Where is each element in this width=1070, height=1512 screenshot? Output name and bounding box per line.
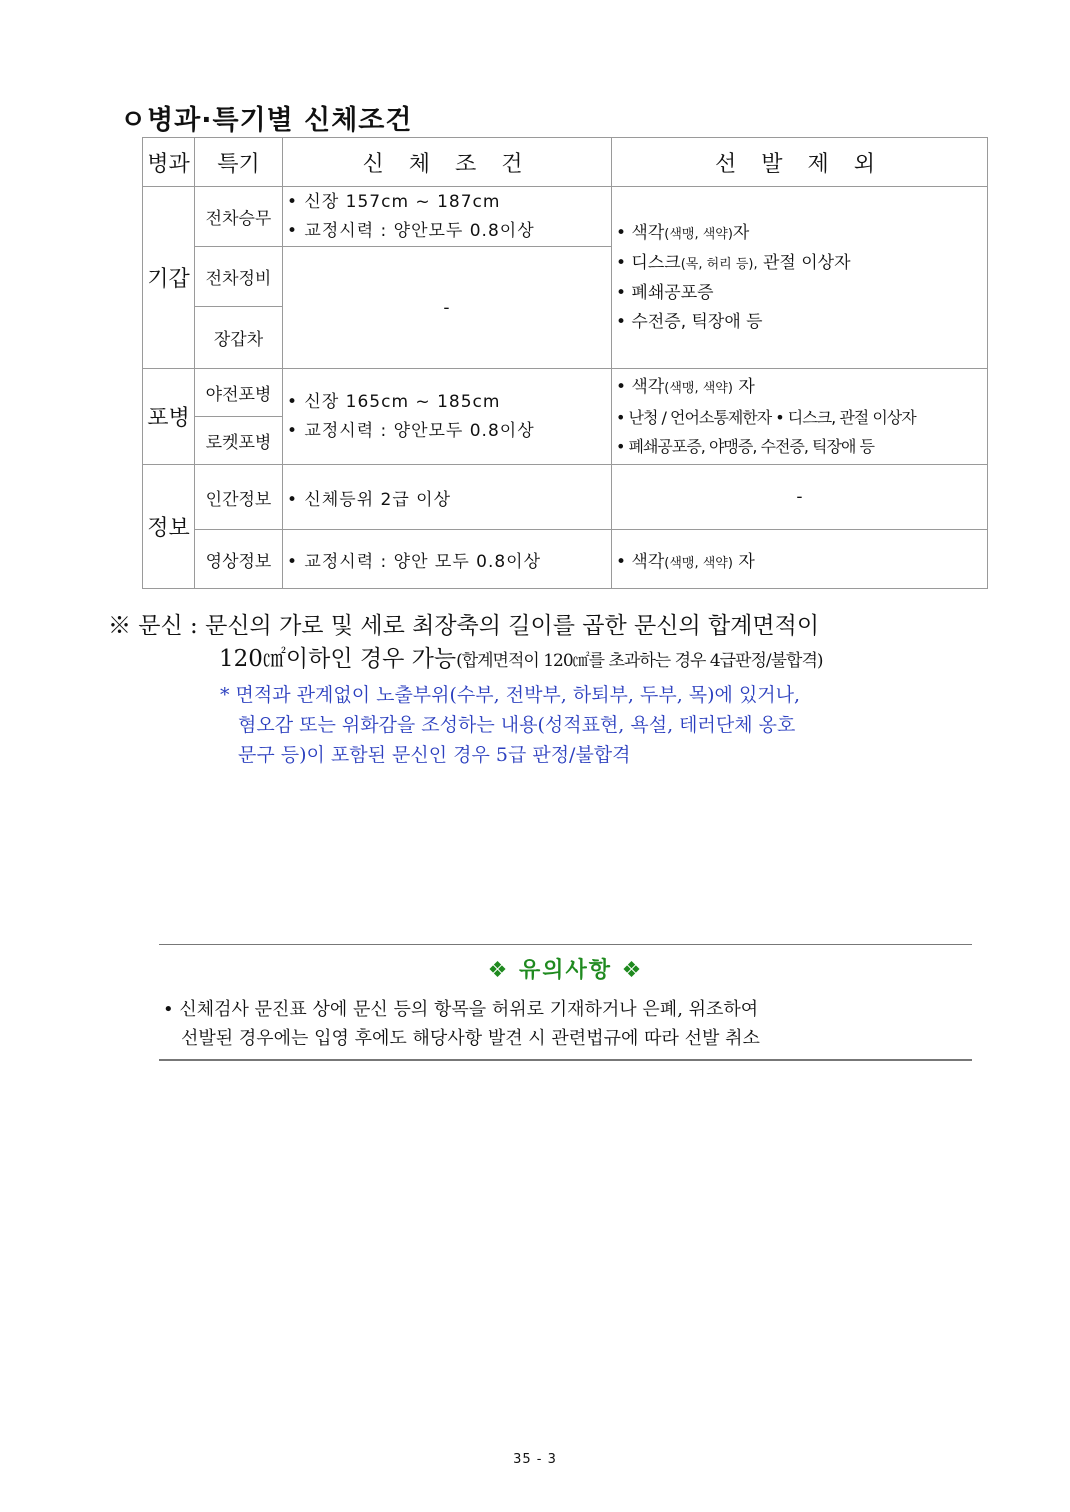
exclusion-artillery bbox=[612, 369, 988, 465]
physical-requirements-table bbox=[142, 137, 988, 589]
header-branch: 병과 bbox=[143, 138, 195, 187]
specialty-tank-crew: 전차승무 bbox=[195, 187, 283, 247]
tattoo-note-line2 bbox=[108, 643, 823, 678]
tattoo-note-main: 120㎠이하인 경우 가능 bbox=[219, 646, 457, 672]
table-row bbox=[143, 530, 988, 589]
header-specialty: 특기 bbox=[195, 138, 283, 187]
tattoo-subnote-line: 문구 등)이 포함된 문신인 경우 5급 판정/불합격 bbox=[238, 744, 631, 766]
specialty-rocket-artillery: 로켓포병 bbox=[195, 417, 283, 465]
notice-box bbox=[159, 944, 972, 1061]
notice-line: • 신체검사 문진표 상에 문신 등의 항목을 허위로 기재하거나 은폐, 위조하여 bbox=[163, 999, 759, 1020]
specialty-imagery: 영상정보 bbox=[195, 530, 283, 589]
exclusion-detail: (목, 허리 등), bbox=[680, 256, 758, 272]
condition-vision: • 교정시력 : 양안모두 0.8이상 bbox=[287, 420, 535, 441]
exclusion-text: 자 bbox=[732, 376, 755, 397]
exclusion-text: • 색각 bbox=[616, 376, 665, 397]
header-exclusions: 선 발 제 외 bbox=[612, 138, 988, 187]
exclusion-imagery bbox=[612, 530, 988, 589]
table-row bbox=[143, 187, 988, 247]
section-title: ㅇ병과·특기별 신체조건 bbox=[120, 105, 413, 136]
table-row bbox=[143, 369, 988, 417]
condition-artillery bbox=[283, 369, 612, 465]
tattoo-subnote-line: * 면적과 관계없이 노출부위(수부, 전박부, 하퇴부, 두부, 목)에 있거나, bbox=[220, 684, 801, 706]
tattoo-note-tail: (합계면적이 120㎠를 초과하는 경우 4급판정/불합격) bbox=[456, 651, 823, 671]
tattoo-note-line1: ※ 문신 : 문신의 가로 및 세로 최장축의 길이를 곱한 문신의 합계면적이 bbox=[108, 613, 820, 639]
branch-intel: 정보 bbox=[143, 465, 195, 589]
condition-imagery: • 교정시력 : 양안 모두 0.8이상 bbox=[283, 530, 612, 589]
notice-line: 선발된 경우에는 입영 후에도 해당사항 발견 시 관련법규에 따라 선발 취소 bbox=[181, 1028, 760, 1049]
condition-height: • 신장 157cm ~ 187cm bbox=[287, 191, 501, 212]
tattoo-subnote bbox=[220, 680, 800, 770]
specialty-apc: 장갑차 bbox=[195, 307, 283, 369]
condition-humint: • 신체등위 2급 이상 bbox=[283, 465, 612, 530]
tattoo-note bbox=[108, 610, 823, 678]
exclusion-humint: - bbox=[612, 465, 988, 530]
condition-dash: - bbox=[283, 247, 612, 369]
table-row bbox=[143, 465, 988, 530]
exclusion-text: • 색각 bbox=[616, 551, 665, 572]
exclusion-text: • 디스크 bbox=[616, 252, 681, 273]
condition-armor bbox=[283, 187, 612, 247]
exclusion-text: • 수전증, 틱장애 등 bbox=[616, 311, 763, 332]
exclusion-text: • 폐쇄공포증, 야맹증, 수전증, 틱장애 등 bbox=[616, 436, 874, 456]
branch-artillery: 포병 bbox=[143, 369, 195, 465]
exclusion-text: • 폐쇄공포증 bbox=[616, 282, 714, 303]
page-number: 35 - 3 bbox=[513, 1452, 557, 1467]
table-header-row bbox=[143, 138, 988, 187]
exclusion-text: • 색각 bbox=[616, 222, 665, 243]
condition-vision: • 교정시력 : 양안모두 0.8이상 bbox=[287, 220, 535, 241]
exclusion-detail: (색맹, 색약) bbox=[664, 380, 733, 396]
exclusion-armor bbox=[612, 187, 988, 369]
exclusion-text: 관절 이상자 bbox=[757, 252, 851, 273]
exclusion-text: • 난청 / 언어소통제한자 • 디스크, 관절 이상자 bbox=[616, 407, 916, 427]
exclusion-text: 자 bbox=[732, 222, 750, 243]
specialty-tank-maint: 전차정비 bbox=[195, 247, 283, 307]
notice-title: ❖ 유의사항 ❖ bbox=[487, 958, 644, 983]
exclusion-text: 자 bbox=[732, 551, 755, 572]
specialty-humint: 인간정보 bbox=[195, 465, 283, 530]
branch-armor: 기갑 bbox=[143, 187, 195, 369]
exclusion-detail: (색맹, 색약) bbox=[664, 555, 733, 571]
condition-height: • 신장 165cm ~ 185cm bbox=[287, 391, 501, 412]
notice-body bbox=[163, 995, 760, 1053]
specialty-field-artillery: 야전포병 bbox=[195, 369, 283, 417]
tattoo-subnote-line: 혐오감 또는 위화감을 조성하는 내용(성적표현, 욕설, 테러단체 옹호 bbox=[238, 714, 796, 736]
header-conditions: 신 체 조 건 bbox=[283, 138, 612, 187]
exclusion-detail: (색맹, 색약) bbox=[664, 226, 733, 242]
